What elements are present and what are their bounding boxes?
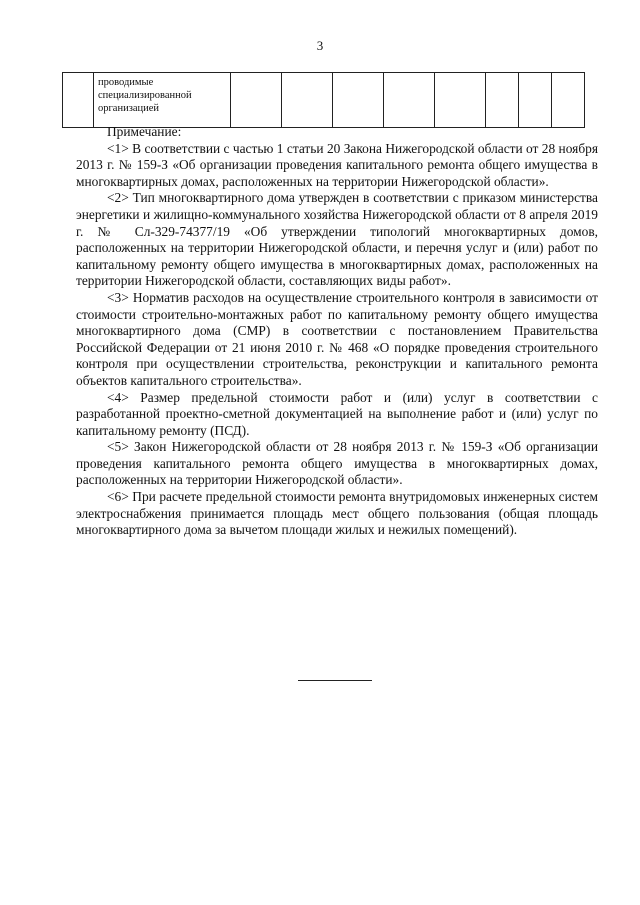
notes-heading: Примечание: xyxy=(107,124,182,139)
table-cell xyxy=(552,73,585,128)
table-cell-description: проводимые специализированной организацией xyxy=(94,73,231,128)
table-cell xyxy=(333,73,384,128)
table-cell xyxy=(384,73,435,128)
note-paragraph-2: <2> Тип многоквартирного дома утвержден в соответствии с приказом министерства энергетики и жилищно-коммунального хозяйства Нижегородской области от 8 апреля 2019 г. № Сл-329-74377/19 «Об утверждении типологий многоквартирных домов, расположенных на территории Нижегородской области, и перечня услуг и (или) работ по капитальному ремонту общего имущества в многоквартирных домах, расположенных на территории Нижегородской области, составляющих виды работ». xyxy=(76,190,598,289)
table-cell xyxy=(63,73,94,128)
note-paragraph-1: <1> В соответствии с частью 1 статьи 20 Закона Нижегородской области от 28 ноября 2013 г. № 159-З «Об организации проведения капитального ремонта общего имущества в многоквартирных домах, расположенных на территории Нижегородской области». xyxy=(76,140,598,189)
note-paragraph-5: <5> Закон Нижегородской области от 28 ноября 2013 г. № 159-З «Об организации проведения капитального ремонта общего имущества в многоквартирных домах, расположенных на территории Нижегородской области». xyxy=(76,439,598,488)
table-cell xyxy=(282,73,333,128)
table-cell xyxy=(486,73,519,128)
note-paragraph-6: <6> При расчете предельной стоимости ремонта внутридомовых инженерных систем электроснабжения принимается площадь мест общего пользования (общая площадь многоквартирного дома за вычетом площади жилых и нежилых помещений). xyxy=(76,489,598,538)
notes-section xyxy=(76,124,598,539)
table-cell xyxy=(519,73,552,128)
page-number: 3 xyxy=(316,38,324,53)
continuation-table xyxy=(62,72,585,128)
note-paragraph-3: <3> Норматив расходов на осуществление строительного контроля в зависимости от стоимости строительно-монтажных работ по капитальному ремонту общего имущества многоквартирного дома (СМР) в соответствии с постановлением Правительства Российской Федерации от 21 июня 2010 г. № 468 «О порядке проведения строительного контроля при осуществлении строительства, реконструкции и капитального ремонта объектов капитального строительства». xyxy=(76,289,598,388)
table-row xyxy=(63,73,585,128)
table-cell xyxy=(435,73,486,128)
end-divider-line xyxy=(298,680,372,681)
note-paragraph-4: <4> Размер предельной стоимости работ и (или) услуг в соответствии с разработанной проектно-сметной документацией на выполнение работ и (или) услуг по капитальному ремонту (ПСД). xyxy=(76,389,598,438)
table-cell xyxy=(231,73,282,128)
